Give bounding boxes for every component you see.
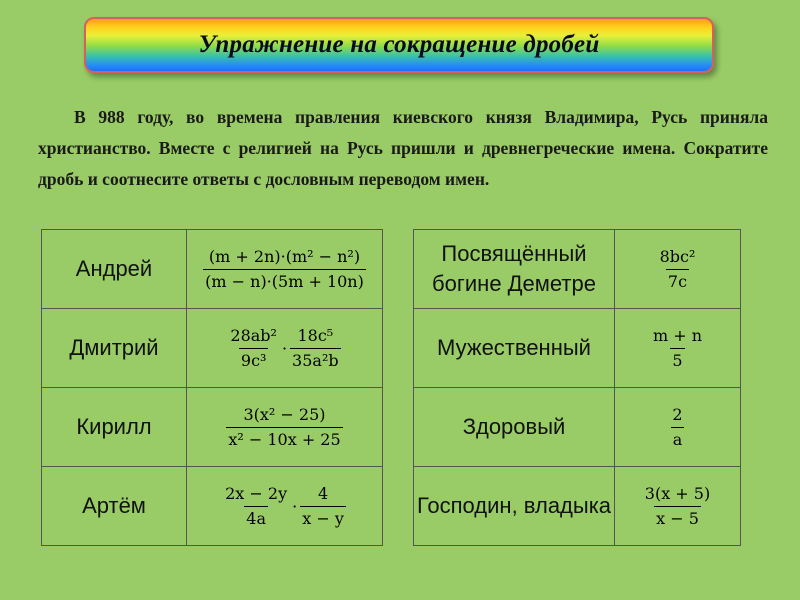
numerator: 8bc²	[659, 246, 696, 266]
fraction	[651, 326, 704, 371]
table-row	[414, 467, 741, 546]
table-row	[42, 388, 383, 467]
numerator: 3(x² − 25)	[243, 404, 326, 424]
meaning-cell: Мужественный	[414, 309, 615, 388]
answer-cell	[615, 388, 741, 467]
answer-cell	[615, 230, 741, 309]
expression-cell	[187, 309, 383, 388]
numerator: 2	[672, 404, 683, 424]
name-cell: Артём	[42, 467, 187, 546]
fraction	[643, 484, 712, 529]
denominator: a	[671, 427, 685, 450]
name-cell: Кирилл	[42, 388, 187, 467]
denominator: x² − 10x + 25	[226, 427, 342, 450]
fraction	[223, 484, 289, 529]
numerator: 4	[317, 483, 329, 503]
denominator: 5	[670, 348, 684, 371]
numerator: m + n	[652, 325, 703, 345]
meaning-cell: Здоровый	[414, 388, 615, 467]
fraction	[670, 405, 684, 450]
page-title: Упражнение на сокращение дробей	[198, 31, 600, 58]
numerator: 28ab²	[230, 325, 277, 345]
multiply-dot: ·	[292, 496, 298, 516]
table-row	[414, 230, 741, 309]
multiply-dot: ·	[281, 338, 288, 358]
answer-cell	[615, 467, 741, 546]
table-row	[42, 309, 383, 388]
numerator: 18c⁵	[297, 325, 334, 345]
expression-cell	[187, 467, 383, 546]
numerator: 3(x + 5)	[644, 483, 711, 503]
name-cell: Андрей	[42, 230, 187, 309]
expression-cell	[187, 230, 383, 309]
meanings-table	[413, 229, 741, 546]
numerator: 2x − 2y	[225, 483, 288, 503]
fraction	[203, 247, 366, 292]
meaning-cell: Господин, владыка	[414, 467, 615, 546]
denominator: 7c	[666, 269, 689, 292]
fraction	[658, 247, 698, 292]
table-row	[42, 467, 383, 546]
meaning-cell: Посвящённый богине Деметре	[414, 230, 615, 309]
denominator: (m − n)·(5m + 10n)	[203, 269, 366, 292]
intro-paragraph: В 988 году, во времена правления киевского князя Владимира, Русь приняла христианство. Вместе с религией на Русь пришли и древнегреческие имена. Сократите дробь и соотнесите ответы с дословным переводом имен.	[38, 107, 768, 189]
fraction	[228, 326, 279, 371]
numerator: (m + 2n)·(m² − n²)	[208, 246, 361, 266]
fraction	[290, 326, 341, 371]
title-banner	[84, 17, 714, 73]
fraction	[226, 405, 342, 450]
names-table	[41, 229, 383, 546]
answer-cell	[615, 309, 741, 388]
expression-cell	[187, 388, 383, 467]
denominator: x − 5	[654, 506, 701, 529]
denominator: 9c³	[239, 348, 269, 371]
denominator: 35a²b	[290, 348, 341, 371]
table-row	[42, 230, 383, 309]
name-cell: Дмитрий	[42, 309, 187, 388]
denominator: 4a	[244, 506, 268, 529]
fraction	[300, 484, 346, 529]
table-row	[414, 388, 741, 467]
denominator: x − y	[300, 506, 346, 529]
table-row	[414, 309, 741, 388]
